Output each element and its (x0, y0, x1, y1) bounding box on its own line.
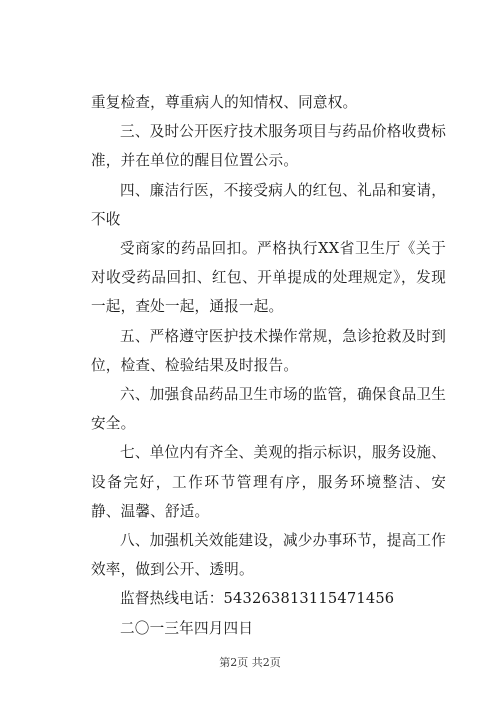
hotline-line: 监督热线电话：543263813115471456 (120, 590, 395, 608)
paragraph-item-3: 三、及时公开医疗技术服务项目与药品价格收费标准，并在单位的醒目位置公示。 (91, 123, 446, 170)
paragraph-item-7: 七、单位内有齐全、美观的指示标识，服务设施、设备完好，工作环节管理有序，服务环境整洁、安静、温馨、舒适。 (91, 444, 446, 520)
document-body (91, 88, 446, 643)
date-line: 二〇一三年四月四日 (120, 619, 254, 637)
paragraph-continuation: 重复检查，尊重病人的知情权、同意权。 (91, 94, 358, 111)
page-footer: 第2页 共2页 (219, 656, 281, 669)
paragraph-item-5: 五、严格遵守医护技术操作常规，急诊抢救及时到位，检查、检验结果及时报告。 (91, 327, 446, 374)
paragraph-item-6: 六、加强食品药品卫生市场的监管，确保食品卫生安全。 (91, 386, 446, 433)
paragraph-item-4-continued: 受商家的药品回扣。严格执行XX省卫生厅《关于对收受药品回扣、红包、开单提成的处理规定》，发现一起，查处一起，通报一起。 (91, 240, 446, 316)
paragraph-item-8: 八、加强机关效能建设，减少办事环节，提高工作效率，做到公开、透明。 (91, 532, 446, 579)
paragraph-item-4: 四、廉洁行医，不接受病人的红包、礼品和宴请，不收 (91, 181, 446, 228)
